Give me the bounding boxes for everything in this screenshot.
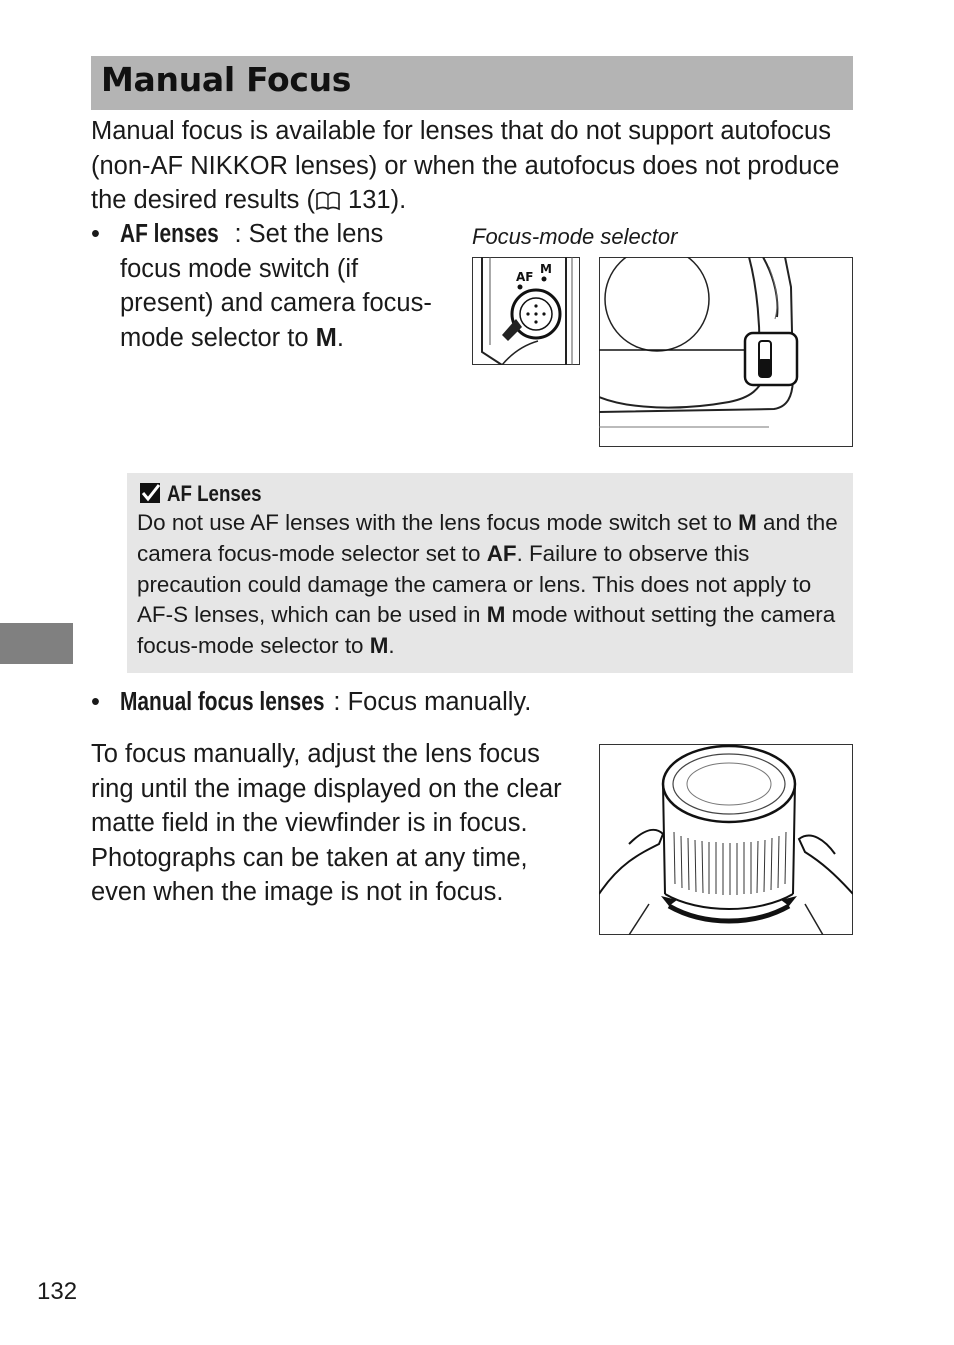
camera-body-illustration bbox=[599, 257, 853, 447]
bullet-marker: • bbox=[91, 220, 100, 248]
bullet-marker-2: • bbox=[91, 688, 100, 716]
focus-paragraph: To focus manually, adjust the lens focus ring until the image displayed on the clear matte field in the viewfinder is in focus. Photographs can be taken at any time, even when the image is not in focus. bbox=[91, 740, 562, 907]
bullet-manual-text bbox=[120, 685, 820, 720]
intro-paragraph bbox=[91, 114, 861, 218]
focus-mode-selector-closeup bbox=[472, 257, 580, 365]
note-box bbox=[127, 473, 853, 673]
selector-label-m: M bbox=[540, 262, 552, 276]
camera-body-drawing bbox=[599, 257, 853, 447]
selector-label-af: AF bbox=[516, 270, 534, 284]
page-title: Manual Focus bbox=[101, 60, 352, 99]
title-bar bbox=[91, 56, 853, 110]
af-instruction-end: . bbox=[336, 323, 344, 352]
note-mode-m-3: M bbox=[369, 633, 389, 659]
lens-focus-ring-illustration bbox=[599, 744, 853, 935]
intro-text-end: ). bbox=[390, 186, 407, 215]
note-mode-af: AF bbox=[486, 540, 517, 566]
manual-instruction: : Focus manually. bbox=[333, 688, 532, 716]
page-reference-link[interactable]: 131 bbox=[348, 186, 391, 215]
note-text-2: and the camera focus-mode selector set to bbox=[137, 510, 838, 566]
figure-caption: Focus-mode selector bbox=[472, 224, 678, 249]
note-mode-m-1: M bbox=[738, 510, 757, 535]
term-manual-focus-lenses: Manual focus lenses bbox=[120, 688, 325, 716]
note-text-3: . Failure to observe this precaution could damage the camera or lens. This does not apply to AF-S lenses, which can be used in bbox=[137, 540, 812, 628]
selector-closeup-drawing bbox=[472, 257, 580, 365]
note-heading bbox=[139, 481, 278, 507]
page-number: 132 bbox=[37, 1278, 78, 1305]
term-af-lenses: AF lenses bbox=[120, 220, 219, 248]
note-title: AF Lenses bbox=[167, 481, 262, 506]
af-instruction: : Set the lens focus mode switch (if present) and camera focus-mode selector to bbox=[120, 220, 432, 352]
checkmark-note-icon bbox=[139, 482, 161, 504]
note-body bbox=[137, 508, 849, 662]
book-icon bbox=[315, 191, 341, 211]
mode-m: M bbox=[315, 323, 337, 352]
intro-text: Manual focus is available for lenses that do not support autofocus (non-AF NIKKOR lenses) or when the autofocus does not produce the desired results ( bbox=[91, 117, 840, 215]
note-text-1: Do not use AF lenses with the lens focus mode switch set to bbox=[137, 510, 739, 535]
note-text-5: . bbox=[388, 633, 395, 659]
note-text-4: mode without setting the camera focus-mode selector to bbox=[137, 602, 836, 659]
section-tab-marker bbox=[0, 623, 73, 664]
bullet-af-text bbox=[120, 217, 450, 355]
lens-ring-drawing bbox=[599, 744, 853, 935]
note-mode-m-2: M bbox=[486, 602, 506, 628]
